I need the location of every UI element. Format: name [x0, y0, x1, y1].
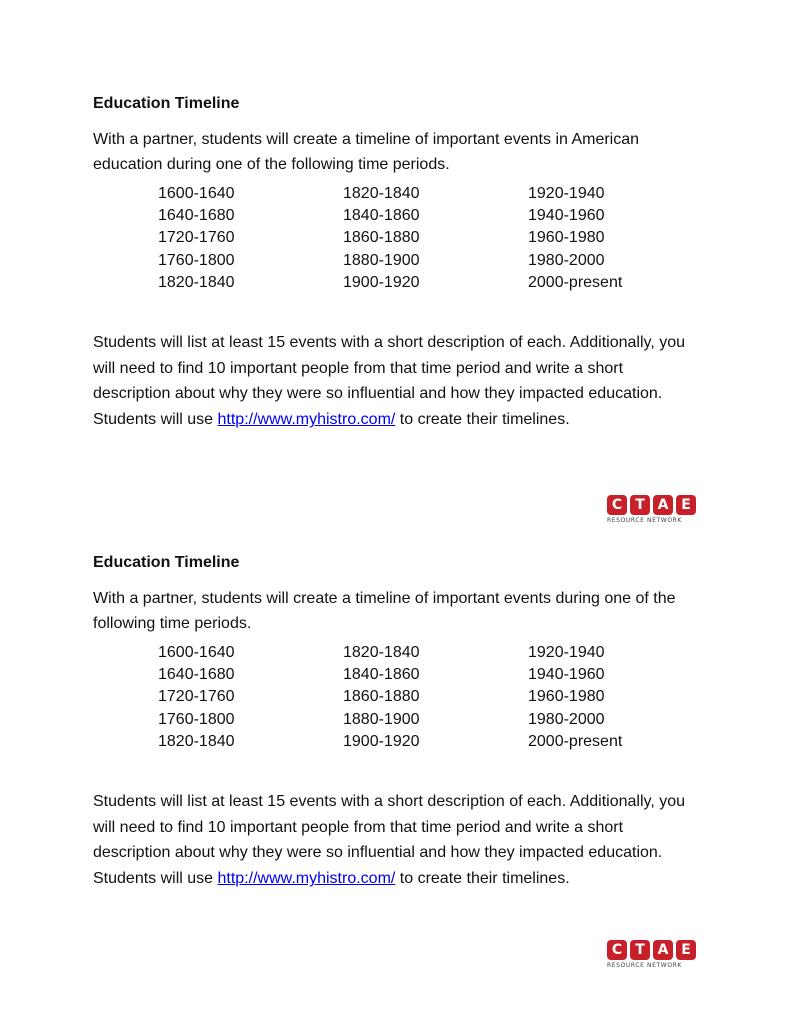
time-period: 1720-1760: [158, 229, 235, 247]
logo-letter: C: [607, 940, 627, 960]
time-period: 1880-1900: [343, 251, 420, 269]
time-period: 1860-1880: [343, 688, 420, 706]
logo-letters: [607, 495, 700, 515]
time-period: 1600-1640: [158, 185, 235, 202]
logo-subtitle: RESOURCE NETWORK: [607, 517, 682, 524]
assignment-section-2: [93, 551, 713, 892]
periods-column-3: [528, 642, 678, 753]
ctae-logo: [607, 940, 700, 972]
time-period: 1840-1860: [343, 207, 420, 225]
myhistro-link[interactable]: http://www.myhistro.com/: [217, 870, 396, 888]
time-period: 1960-1980: [528, 229, 605, 247]
time-periods-table: [158, 642, 713, 753]
logo-letter: A: [653, 940, 673, 960]
logo-subtitle: RESOURCE NETWORK: [607, 962, 682, 969]
section-title: Education Timeline: [93, 554, 240, 571]
logo-letter: C: [607, 495, 627, 515]
time-period: 1940-1960: [528, 666, 605, 684]
logo-letter: E: [676, 495, 696, 515]
time-period: 1960-1980: [528, 688, 605, 706]
logo-letter: E: [676, 940, 696, 960]
ctae-logo: [607, 495, 700, 527]
time-period: 2000-present: [528, 732, 623, 750]
section-title: Education Timeline: [93, 95, 240, 112]
time-period: 1760-1800: [158, 251, 235, 269]
time-period: 1820-1840: [343, 185, 420, 202]
logo-letter: T: [630, 495, 650, 515]
time-period: 1820-1840: [158, 732, 235, 750]
time-period: 1900-1920: [343, 273, 420, 291]
instructions-text-end: to create their timelines.: [395, 870, 570, 888]
logo-letter: T: [630, 940, 650, 960]
logo-letter: A: [653, 495, 673, 515]
periods-column-2: [343, 183, 528, 294]
logo-letters: [607, 940, 700, 960]
time-period: 1980-2000: [528, 710, 605, 728]
periods-column-2: [343, 642, 528, 753]
time-periods-table: [158, 183, 713, 294]
intro-paragraph: With a partner, students will create a timeline of important events during one of the following time periods.: [93, 590, 676, 632]
intro-paragraph: With a partner, students will create a timeline of important events in American education during one of the following time periods.: [93, 131, 640, 173]
instructions-paragraph: [93, 789, 703, 892]
time-period: 1840-1860: [343, 666, 420, 684]
instructions-text: Students will list at least 15 events with a short description of each. Additionally, you will need to find 10 important people from that time period and write a short description about why they were so influential and how they impacted education. Students will use: [93, 334, 686, 429]
time-period: 1980-2000: [528, 251, 605, 269]
time-period: 1820-1840: [343, 644, 420, 661]
time-period: 1820-1840: [158, 273, 235, 291]
instructions-text: Students will list at least 15 events with a short description of each. Additionally, you will need to find 10 important people from that time period and write a short description about why they were so influential and how they impacted education. Students will use: [93, 793, 686, 888]
assignment-section-1: [93, 92, 713, 433]
periods-column-1: [158, 183, 343, 294]
time-period: 1940-1960: [528, 207, 605, 225]
time-period: 1640-1680: [158, 207, 235, 225]
time-period: 1920-1940: [528, 185, 605, 202]
time-period: 1900-1920: [343, 732, 420, 750]
time-period: 1760-1800: [158, 710, 235, 728]
instructions-text-end: to create their timelines.: [395, 411, 570, 429]
periods-column-1: [158, 642, 343, 753]
time-period: 1720-1760: [158, 688, 235, 706]
time-period: 2000-present: [528, 273, 623, 291]
myhistro-link[interactable]: http://www.myhistro.com/: [217, 411, 396, 429]
time-period: 1860-1880: [343, 229, 420, 247]
time-period: 1920-1940: [528, 644, 605, 661]
time-period: 1600-1640: [158, 644, 235, 661]
time-period: 1880-1900: [343, 710, 420, 728]
time-period: 1640-1680: [158, 666, 235, 684]
instructions-paragraph: [93, 330, 703, 433]
periods-column-3: [528, 183, 678, 294]
